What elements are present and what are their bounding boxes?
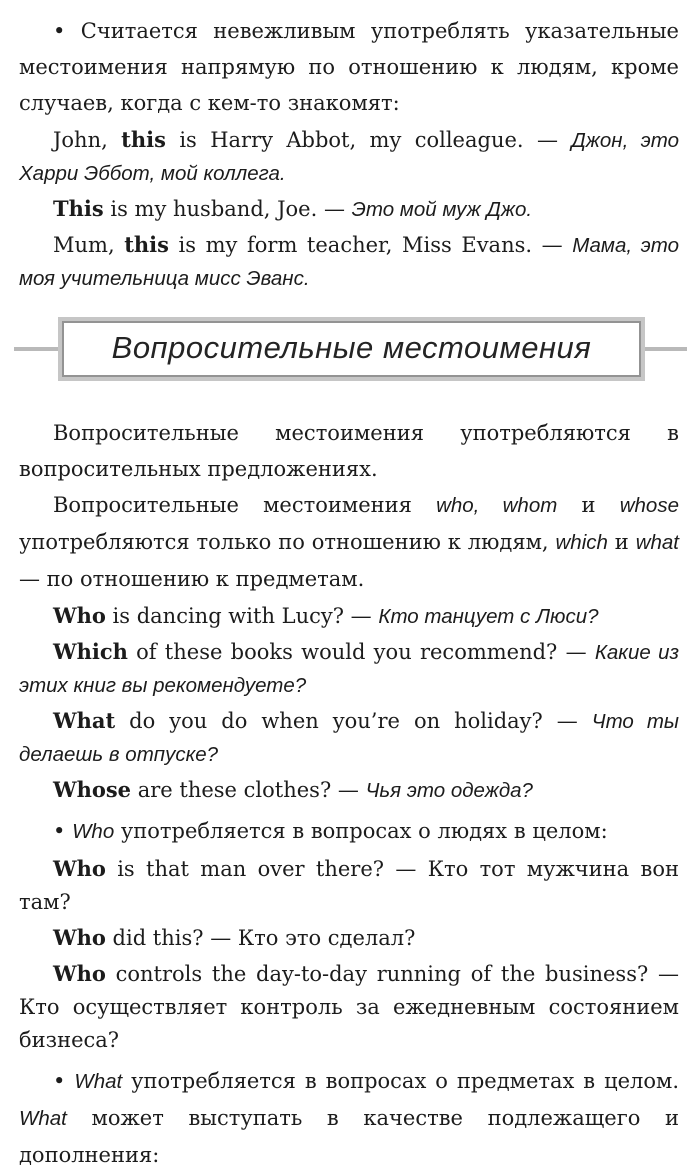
text-run: of these books would you recommend? — (127, 640, 595, 664)
text-run: • (53, 819, 73, 843)
bold-term: Which (53, 639, 128, 664)
section-interrogative-pronouns (19, 415, 679, 1173)
intro-interrogative-usage (19, 415, 679, 487)
text-run: Вопросительные местоимения (53, 493, 437, 517)
text-run: — по отношению к предметам. (19, 567, 365, 591)
italic-text: who, whom (436, 494, 558, 517)
example-who-man-over-there (19, 852, 679, 919)
text-run: are these clothes? — (131, 778, 366, 802)
text-run: и (557, 493, 620, 517)
example-who-did-this (19, 921, 679, 955)
text-run: did this? — Кто это сделал? (105, 926, 416, 950)
italic-text: Чья это одежда? (365, 779, 533, 802)
bold-term: This (53, 196, 104, 221)
text-run: is that man over there? — Кто тот мужчина вон там? (19, 857, 679, 914)
italic-text: Кто танцует с Люси? (378, 605, 599, 628)
bold-term: Who (53, 961, 106, 986)
bold-term: What (53, 708, 116, 733)
italic-text: What (74, 1070, 123, 1093)
text-run: употребляются только по отношению к людям, (19, 530, 556, 554)
example-this-introduction-3 (19, 228, 679, 295)
italic-text: Мама, это моя учительница мисс Эванс. (19, 234, 680, 290)
example-which-books (19, 635, 679, 702)
example-what-holiday (19, 704, 679, 771)
italic-text: What (19, 1107, 67, 1130)
text-run: • Считается невежливым употреблять указательные местоимения напрямую по отношению к людям, кроме случаев, когда с кем-то знакомят: (19, 19, 679, 115)
example-whose-clothes (19, 773, 679, 807)
text-run: и (607, 530, 636, 554)
heading-left-rule (14, 347, 58, 351)
section-demonstrative-examples (19, 13, 679, 295)
text-run: is my form teacher, Miss Evans. — (168, 233, 573, 257)
example-this-introduction-2 (19, 192, 679, 226)
text-run: употребляется в вопросах о людях в целом: (114, 819, 608, 843)
example-who-controls-business (19, 957, 679, 1057)
italic-text: Джон, это Харри Эббот, мой коллега. (19, 129, 679, 185)
intro-who-whom-whose (19, 487, 679, 597)
text-run: может выступать в качестве подлежащего и дополнения: (19, 1106, 679, 1167)
section-heading-row (14, 317, 687, 381)
bold-term: this (124, 232, 169, 257)
text-run: Mum, (53, 233, 125, 257)
italic-text: Какие из этих книг вы рекомендуете? (19, 641, 679, 697)
italic-text: whose (619, 494, 679, 517)
text-run: употребляется в вопросах о предметах в целом. (122, 1069, 680, 1093)
text-run: is dancing with Lucy? — (105, 604, 379, 628)
text-run: Вопросительные местоимения употребляются в вопросительных предложениях. (19, 421, 679, 481)
section-title: Вопросительные местоимения (111, 330, 592, 365)
italic-text: Что ты делаешь в отпуске? (19, 710, 679, 766)
italic-text: which (555, 531, 608, 554)
italic-text: what (635, 531, 679, 554)
bold-term: this (121, 127, 166, 152)
note-demonstrative-pronouns-politeness (19, 13, 679, 121)
note-what-things-general (19, 1063, 679, 1173)
example-who-dancing (19, 599, 679, 633)
italic-text: Who (72, 820, 115, 843)
text-run: John, (53, 128, 122, 152)
text-run: controls the day-to-day running of the business? — Кто осуществляет контроль за ежедневным состоянием бизнеса? (19, 962, 679, 1052)
section-heading-box (58, 317, 645, 381)
example-this-introduction-1 (19, 123, 679, 190)
text-run: do you do when you’re on holiday? — (115, 709, 592, 733)
text-run: • (53, 1069, 75, 1093)
text-run: is my husband, Joe. — (103, 197, 352, 221)
bold-term: Who (53, 856, 106, 881)
bold-term: Who (53, 603, 106, 628)
italic-text: Это мой муж Джо. (351, 198, 533, 221)
heading-right-rule (645, 347, 687, 351)
bold-term: Whose (53, 777, 132, 802)
note-who-people-general (19, 813, 679, 850)
text-run: is Harry Abbot, my colleague. — (165, 128, 572, 152)
bold-term: Who (53, 925, 106, 950)
